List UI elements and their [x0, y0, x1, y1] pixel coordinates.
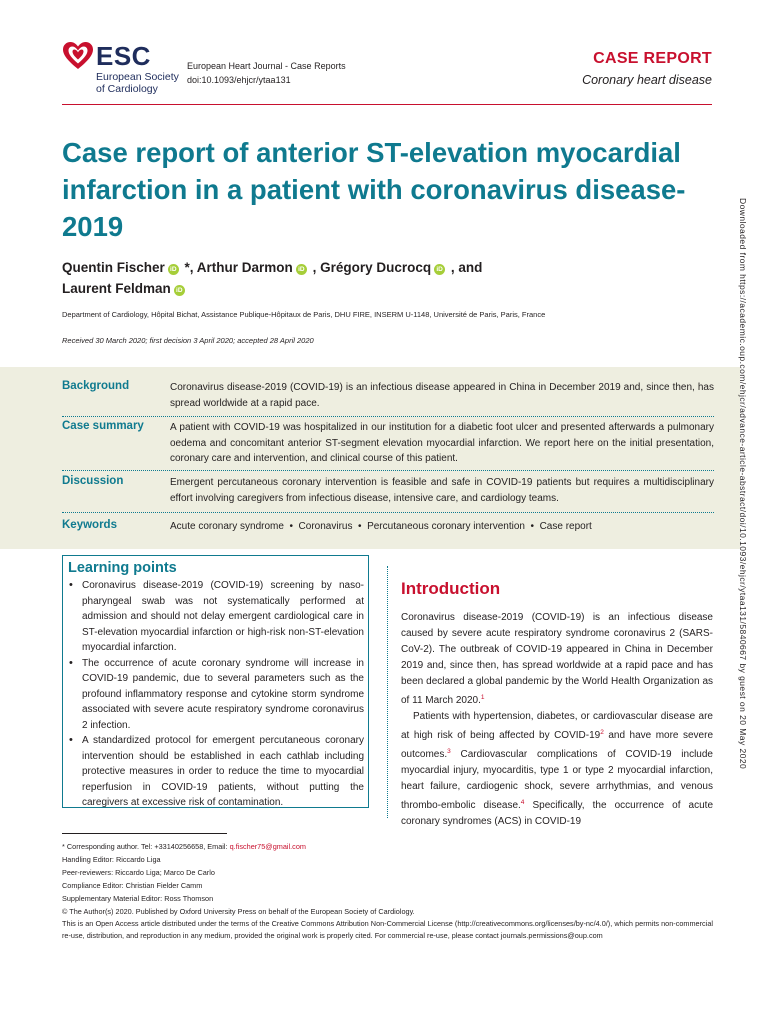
abstract-label: Background — [62, 380, 130, 392]
intro-paragraph — [401, 709, 713, 830]
column-divider — [387, 566, 388, 818]
intro-text: and have more severe outcomes. — [401, 730, 714, 760]
orcid-icon[interactable]: iD — [296, 264, 307, 275]
author-list — [62, 257, 662, 299]
received-dates: Received 30 March 2020; first decision 3 April 2020; accepted 28 April 2020 — [62, 336, 314, 345]
learning-point: • A standardized protocol for emergent percutaneous coronary intervention should be established in each cathlab including protective measures in order to reduce the time to myocardial reperfusion in COVID-19 patients, without putting the caregivers at excessive risk of contamination. — [66, 733, 364, 811]
corresponding-author — [62, 840, 713, 853]
learning-points-title: Learning points — [68, 560, 177, 576]
abstract-label: Keywords — [62, 519, 117, 531]
abstract-label: Discussion — [62, 475, 124, 487]
corresponding-text: * Corresponding author. Tel: +33140256658, Email: — [62, 842, 230, 851]
subsection-label: Coronary heart disease — [582, 73, 712, 87]
abstract-text: A patient with COVID-19 was hospitalized in our institution for a diabetic foot ulcer and presented afterwards a pulmonary oedema and concomitant anterior ST-segment elevation myocardial infarction. We report here on the initial presentation, coronary care and intervention, and clinical course of this patient. — [170, 422, 714, 464]
author-name[interactable]: Laurent Feldman — [62, 281, 171, 296]
abstract-text: Emergent percutaneous coronary intervention is feasible and safe in COVID-19 patients but requires a multidisciplinary effort involving caregivers from infectious disease, intensive care, and cardiology teams. — [170, 477, 714, 504]
footnotes — [62, 840, 713, 942]
affiliation: Department of Cardiology, Hôpital Bichat, Assistance Publique-Hôpitaux de Paris, DHU FIRE, INSERM U-1148, Université de Paris, Paris, France — [62, 310, 546, 319]
learning-points-list — [66, 578, 364, 811]
reference-link[interactable]: 2 — [600, 729, 604, 736]
journal-info — [187, 59, 346, 87]
structured-abstract — [0, 367, 740, 549]
learning-point: • The occurrence of acute coronary syndrome will increase in COVID-19 pandemic, due to several parameters such as the profound inflammatory response and cytokine storm syndrome associated with severe acute respiratory syndrome coronavirus 2 infection. — [66, 656, 364, 734]
handling-editor: Handling Editor: Riccardo Liga — [62, 855, 161, 864]
logo-society-name — [96, 71, 179, 95]
author-separator: , and — [447, 260, 483, 275]
introduction-heading: Introduction — [401, 579, 501, 598]
author-separator: *, — [180, 260, 197, 275]
orcid-icon[interactable]: iD — [174, 285, 185, 296]
supplementary-editor: Supplementary Material Editor: Ross Thomson — [62, 894, 214, 903]
abstract-text: Coronavirus disease-2019 (COVID-19) is an infectious disease appeared in China in December 2019 and, since then, has spread worldwide at a rapid pace. — [170, 382, 714, 409]
reference-link[interactable]: 3 — [447, 748, 451, 755]
section-label: CASE REPORT — [593, 50, 712, 67]
reference-link[interactable]: 1 — [480, 694, 485, 701]
intro-text: Cardiovascular complications of COVID-19 include myocardial injury, myocarditis, type 1 or type 2 myocardial infarction, heart failure, cardiogenic shock, severe arrhythmias, and venous thrombo-embolic disease. — [401, 749, 713, 811]
compliance-editor: Compliance Editor: Christian Fielder Camm — [62, 881, 203, 890]
license-text: This is an Open Access article distributed under the terms of the Creative Commons Attribution Non-Commercial License (http://creativecommons.org/licenses/by-nc/4.0/), which permits non-commercial re-use, distribution, and reproduction in any medium, provided the original work is properly cited. For commercial re-use, please contact journals.permissions@oup.com — [62, 919, 713, 940]
heart-logo-icon — [62, 40, 94, 72]
copyright: © The Author(s) 2020. Published by Oxford University Press on behalf of the European Society of Cardiology. — [62, 907, 415, 916]
author-name[interactable]: Grégory Ducrocq — [320, 260, 432, 275]
intro-paragraph — [401, 610, 713, 709]
footnote-rule — [62, 833, 227, 834]
doi: doi:10.1093/ehjcr/ytaa131 — [187, 75, 291, 85]
orcid-icon[interactable]: iD — [168, 264, 179, 275]
reference-link[interactable]: 4 — [520, 799, 525, 806]
orcid-icon[interactable]: iD — [434, 264, 445, 275]
author-separator: , — [308, 260, 321, 275]
abstract-divider — [62, 470, 714, 471]
intro-text: Specifically, the occurrence of acute coronary syndromes (ACS) in COVID-19 — [401, 800, 713, 827]
author-name[interactable]: Quentin Fischer — [62, 260, 165, 275]
article-title: Case report of anterior ST-elevation myocardial infarction in a patient with coronavirus disease-2019 — [62, 137, 686, 242]
introduction-body — [401, 610, 713, 830]
journal-name: European Heart Journal - Case Reports — [187, 61, 346, 71]
esc-logo — [62, 40, 182, 96]
learning-point: • Coronavirus disease-2019 (COVID-19) screening by naso-pharyngeal swab was not systematically performed at admission and should not delay emergent cardiological care in ST-elevation myocardial infarction or high-risk non-ST-elevation myocardial infarction. — [66, 578, 364, 656]
intro-text: Coronavirus disease-2019 (COVID-19) is an infectious disease caused by severe acute respiratory syndrome coronavirus 2 (SARS-CoV-2). The outbreak of COVID-19 appeared in China in December 2019 and, since then, has spread worldwide at a rapid pace and has been declared a global pandemic by the World Health Organization as of 11 March 2020. — [401, 612, 713, 706]
logo-sub-line-2: of Cardiology — [96, 83, 158, 95]
header-rule — [62, 104, 712, 105]
keywords-list: Acute coronary syndrome • Coronavirus • Percutaneous coronary intervention • Case report — [170, 521, 592, 532]
abstract-label: Case summary — [62, 420, 144, 432]
intro-text: Patients with hypertension, diabetes, or cardiovascular disease are at high risk of being affected by COVID-19 — [401, 711, 713, 741]
peer-reviewers: Peer-reviewers: Riccardo Liga; Marco De Carlo — [62, 868, 215, 877]
abstract-divider — [62, 416, 714, 417]
logo-wordmark: ESC — [96, 41, 151, 71]
download-stamp: Downloaded from https://academic.oup.com/ehjcr/advance-article-abstract/doi/10.1093/ehjcr/ytaa131/5840667 by guest on 20 May 2020 — [738, 198, 748, 770]
email-link[interactable]: q.fischer75@gmail.com — [229, 842, 306, 851]
abstract-divider — [62, 512, 714, 513]
author-name[interactable]: Arthur Darmon — [196, 260, 293, 275]
logo-sub-line-1: European Society — [96, 71, 179, 83]
